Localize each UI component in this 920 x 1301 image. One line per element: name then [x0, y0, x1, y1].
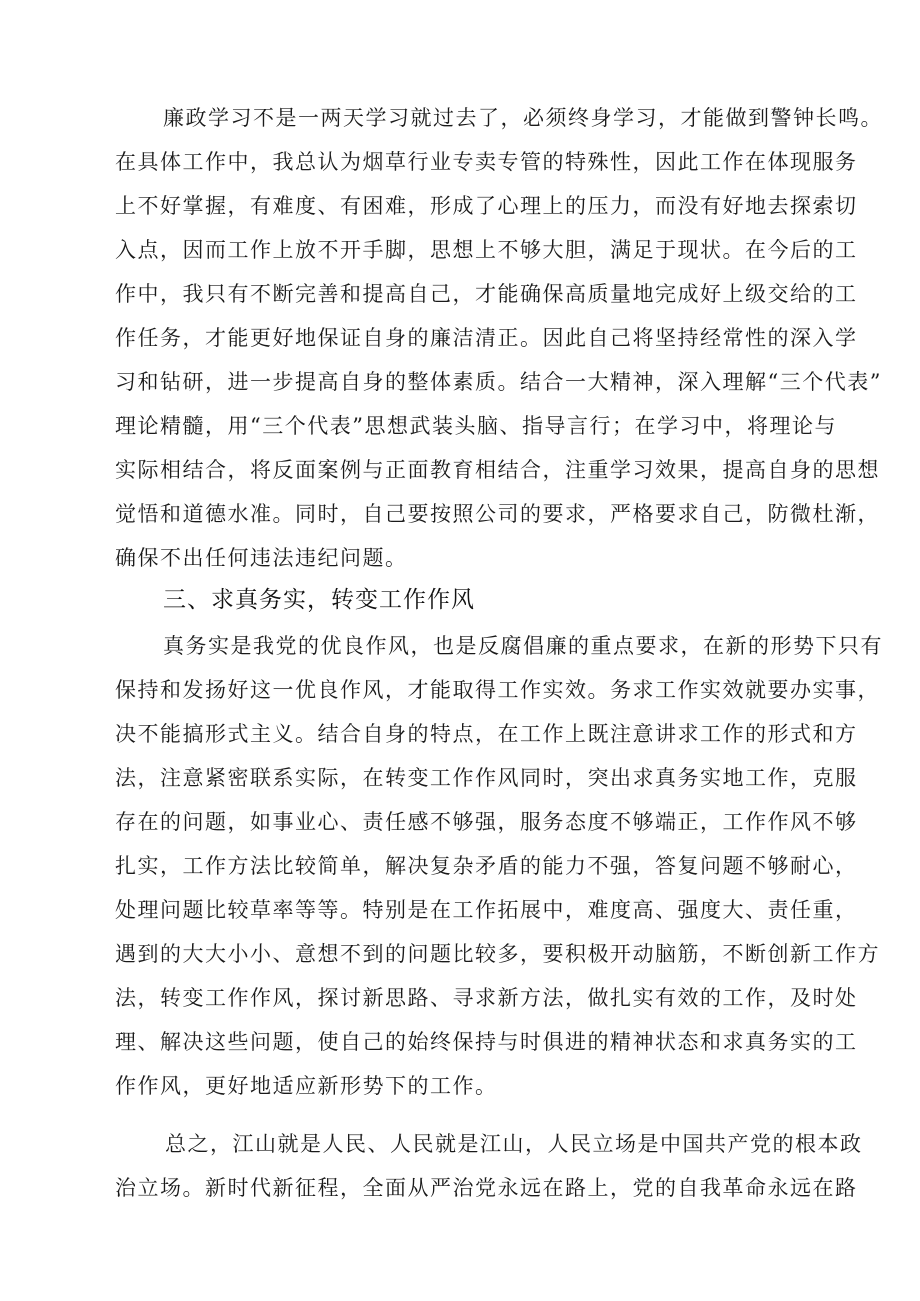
paragraph-2-line-5: 存在的问题，如事业心、责任感不够强，服务态度不够端正，工作作风不够	[115, 810, 858, 834]
paragraph-3-line-2: 治立场。新时代新征程，全面从严治党永远在路上，党的自我革命永远在路	[115, 1176, 858, 1200]
paragraph-2-line-6: 扎实，工作方法比较简单，解决复杂矛盾的能力不强，答复问题不够耐心，	[115, 854, 858, 878]
paragraph-2-line-7: 处理问题比较草率等等。特别是在工作拓展中，难度高、强度大、责任重，	[115, 898, 858, 922]
paragraph-1-line-6: 作任务，才能更好地保证自身的廉洁清正。因此自己将坚持经常性的深入学	[115, 326, 858, 350]
paragraph-1-line-11: 确保不出任何违法违纪问题。	[115, 546, 408, 570]
paragraph-1-line-10: 觉悟和道德水准。同时，自己要按照公司的要求，严格要求自己，防微杜渐，	[115, 502, 880, 526]
paragraph-2-line-8: 遇到的大大小小、意想不到的问题比较多，要积极开动脑筋，不断创新工作方	[115, 942, 880, 966]
paragraph-2-line-9: 法，转变工作作风，探讨新思路、寻求新方法，做扎实有效的工作，及时处	[115, 986, 858, 1010]
section-heading: 三、求真务实，转变工作作风	[163, 587, 475, 613]
paragraph-1-line-9: 实际相结合，将反面案例与正面教育相结合，注重学习效果，提高自身的思想	[115, 458, 880, 482]
paragraph-2-line-1: 真务实是我党的优良作风，也是反腐倡廉的重点要求，在新的形势下只有	[163, 634, 883, 658]
paragraph-2-line-2: 保持和发扬好这一优良作风，才能取得工作实效。务求工作实效就要办实事，	[115, 678, 880, 702]
paragraph-1-line-2: 在具体工作中，我总认为烟草行业专卖专管的特殊性，因此工作在体现服务	[115, 150, 858, 174]
paragraph-1-line-8: 理论精髓，用“三个代表”思想武装头脑、指导言行；在学习中，将理论与	[115, 414, 837, 438]
paragraph-1-line-4: 入点，因而工作上放不开手脚，思想上不够大胆，满足于现状。在今后的工	[115, 238, 858, 262]
paragraph-1-line-1: 廉政学习不是一两天学习就过去了，必须终身学习，才能做到警钟长鸣。	[163, 106, 883, 130]
paragraph-2-line-10: 理、解决这些问题，使自己的始终保持与时俱进的精神状态和求真务实的工	[115, 1030, 858, 1054]
paragraph-2-line-4: 法，注意紧密联系实际，在转变工作作风同时，突出求真务实地工作，克服	[115, 766, 858, 790]
paragraph-1-line-5: 作中，我只有不断完善和提高自己，才能确保高质量地完成好上级交给的工	[115, 282, 858, 306]
paragraph-1-line-7: 习和钻研，进一步提高自身的整体素质。结合一大精神，深入理解“三个代表”	[115, 370, 882, 394]
paragraph-2-line-11: 作作风，更好地适应新形势下的工作。	[115, 1074, 498, 1098]
paragraph-1-line-3: 上不好掌握，有难度、有困难，形成了心理上的压力，而没有好地去探索切	[115, 194, 858, 218]
paragraph-2-line-3: 决不能搞形式主义。结合自身的特点，在工作上既注意讲求工作的形式和方	[115, 722, 858, 746]
paragraph-3-line-1: 总之，江山就是人民、人民就是江山，人民立场是中国共产党的根本政	[165, 1132, 863, 1156]
